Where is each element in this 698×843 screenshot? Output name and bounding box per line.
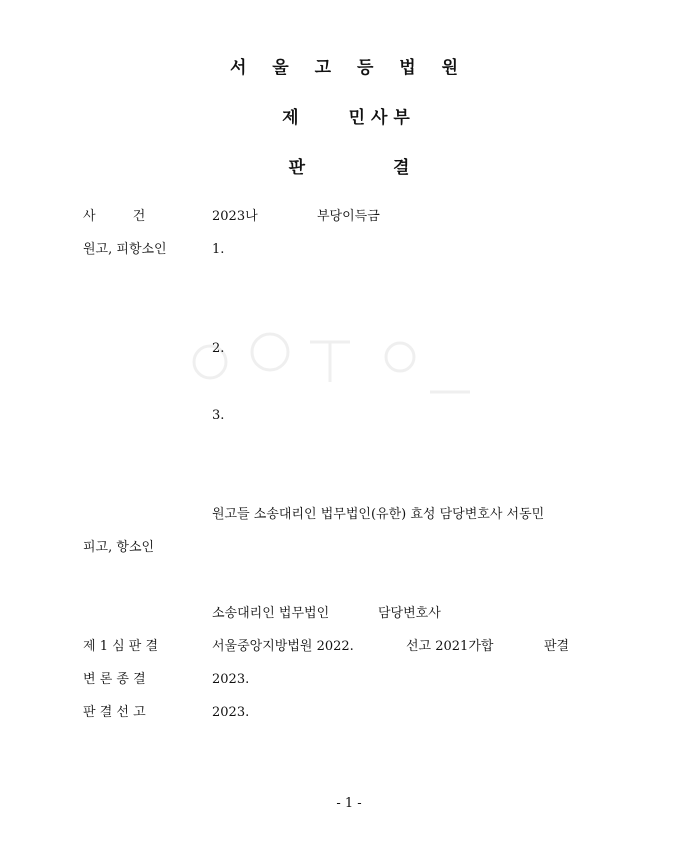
watermark-logo xyxy=(190,322,480,402)
page-number: - 1 - xyxy=(336,796,362,811)
document-type xyxy=(0,160,698,176)
hearing-closed-label: 변 론 종 결 xyxy=(83,672,146,687)
plaintiff-counsel: 원고들 소송대리인 법무법인(유한) 효성 담당변호사 서동민 xyxy=(212,507,545,522)
division-title xyxy=(0,110,698,126)
court-name: 서 울 고 등 법 원 xyxy=(229,58,469,78)
plaintiff-party-2: 2. xyxy=(212,341,225,356)
plaintiff-label: 원고, 피항소인 xyxy=(83,242,167,257)
division-prefix: 제 xyxy=(282,108,305,128)
judgment-pronounced-label: 판 결 선 고 xyxy=(83,705,146,720)
first-instance-pronounce: 선고 2021가합 xyxy=(406,639,494,654)
defendant-counsel-prefix: 소송대리인 법무법인 xyxy=(212,606,330,621)
first-instance-label: 제 1 심 판 결 xyxy=(83,639,159,654)
case-name: 부당이득금 xyxy=(317,209,380,224)
case-label: 사 건 xyxy=(83,209,146,224)
doc-type-1: 판 xyxy=(288,158,305,178)
first-instance-court: 서울중앙지방법원 2022. xyxy=(212,639,354,654)
judgment-pronounced-date: 2023. xyxy=(212,705,250,720)
doc-type-2: 결 xyxy=(393,158,410,178)
division-name: 민사부 xyxy=(348,108,416,128)
plaintiff-party-1: 1. xyxy=(212,242,225,257)
first-instance-judgment: 판결 xyxy=(544,639,570,654)
hearing-closed-date: 2023. xyxy=(212,672,250,687)
case-number: 2023나 xyxy=(212,209,258,224)
plaintiff-party-3: 3. xyxy=(212,408,225,423)
defendant-label: 피고, 항소인 xyxy=(83,540,155,555)
defendant-counsel-suffix: 담당변호사 xyxy=(378,606,441,621)
